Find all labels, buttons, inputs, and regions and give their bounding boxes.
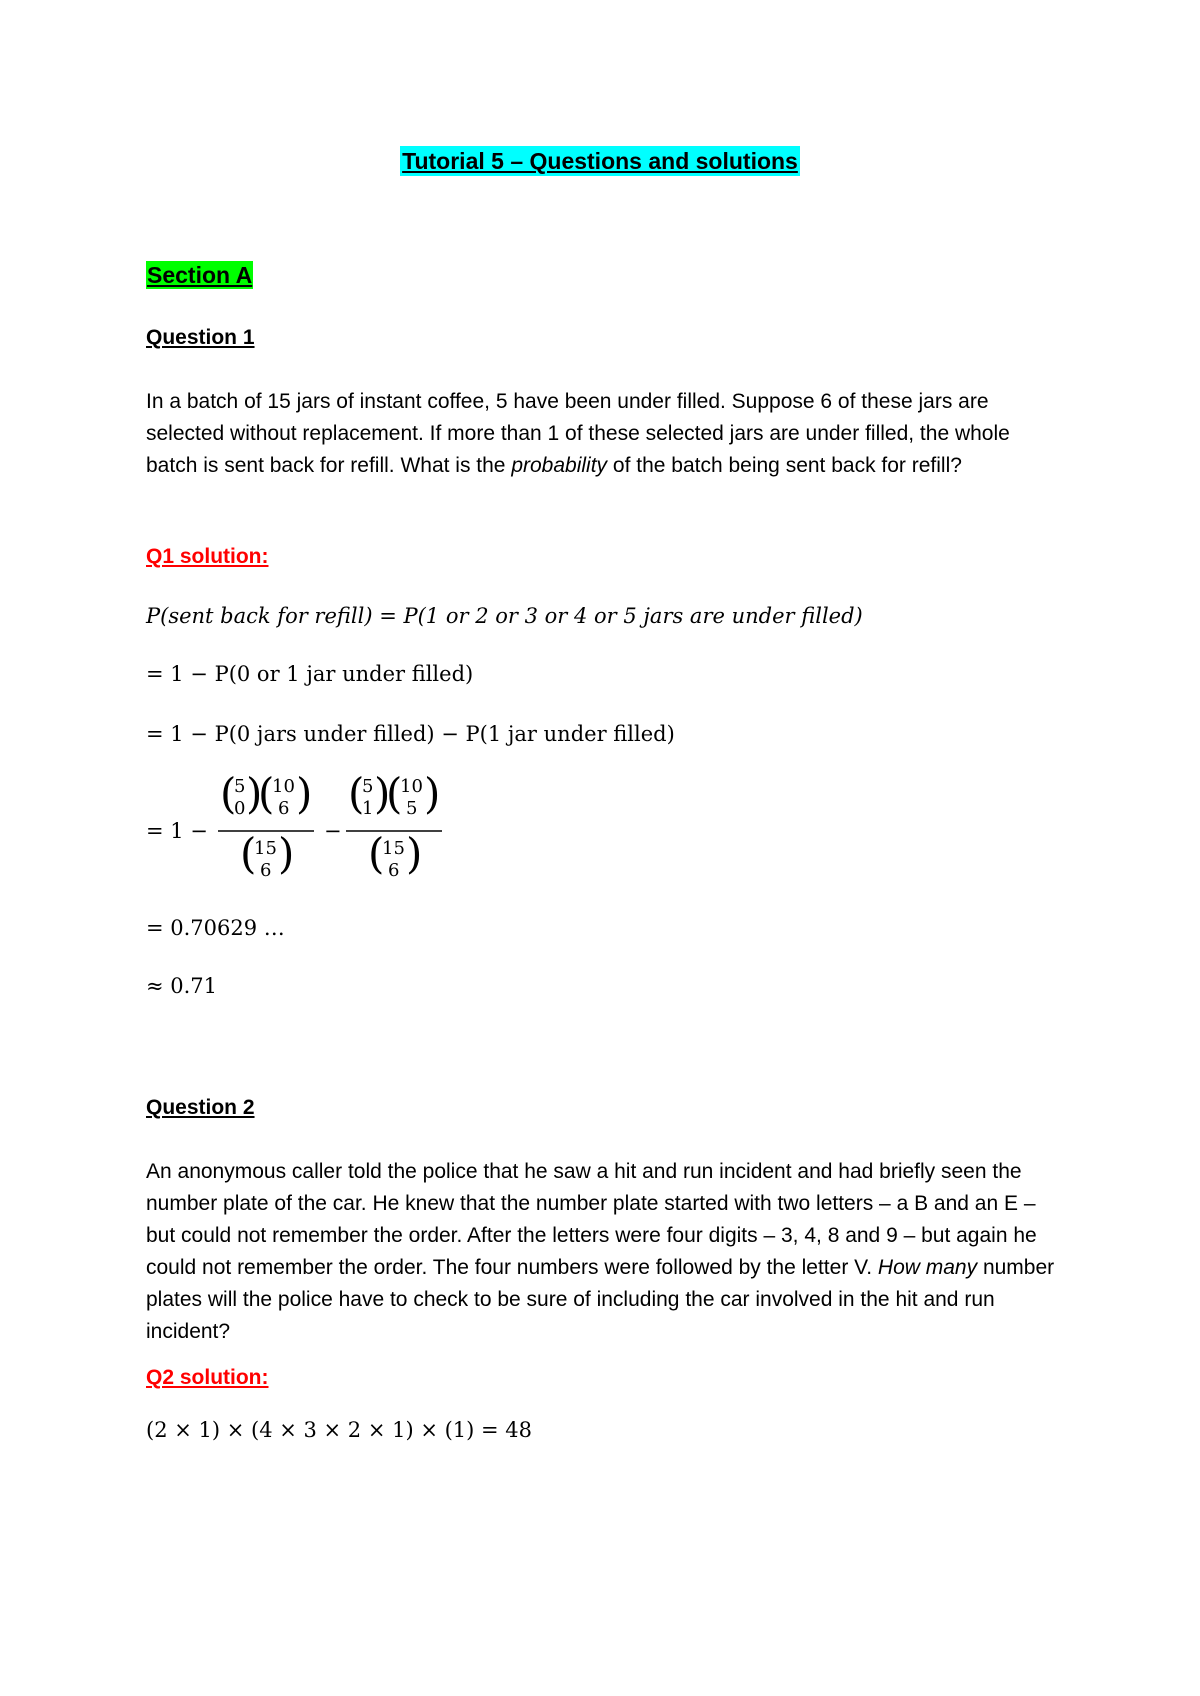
right-paren: ) xyxy=(406,829,423,878)
left-paren: ( xyxy=(348,772,365,818)
binom-den-bottom: 6 xyxy=(388,860,400,881)
q1-solution-heading: Q1 solution: xyxy=(146,545,269,568)
fraction-2 xyxy=(346,772,442,881)
binom-den-top: 15 xyxy=(254,838,277,859)
left-paren: ( xyxy=(240,829,257,878)
q1-solution-line-2: = 1 − P(0 or 1 jar under filled) xyxy=(146,662,474,686)
question-2-heading: Question 2 xyxy=(146,1096,255,1119)
q1-solution-line-1: P(sent back for refill) = P(1 or 2 or 3 or 4 or 5 jars are under filled) xyxy=(146,604,863,628)
question-1-heading: Question 1 xyxy=(146,326,255,349)
q1-combination-expression xyxy=(138,772,478,892)
binom-b-top: 10 xyxy=(272,776,295,797)
minus-sign: − xyxy=(324,819,342,843)
binom-den-top: 15 xyxy=(382,838,405,859)
fraction-1 xyxy=(218,772,314,881)
binom-b-bottom: 6 xyxy=(278,798,290,819)
q1-solution-line-5: = 0.70629 … xyxy=(146,916,285,940)
q2-solution-heading: Q2 solution: xyxy=(146,1366,269,1389)
left-paren: ( xyxy=(258,772,275,818)
question-1-text: In a batch of 15 jars of instant coffee, 5 have been under filled. Suppose 6 of these jars are selected without replacement. If more than 1 of these selected jars are under filled, the whole batch is sent back for refill. What is the probability of the batch being sent back for refill? xyxy=(146,390,1010,477)
binom-d-bottom: 5 xyxy=(406,798,418,819)
binom-d-top: 10 xyxy=(400,776,423,797)
binom-a-top: 5 xyxy=(234,776,246,797)
binom-c-bottom: 1 xyxy=(362,798,374,819)
section-a-heading: Section A xyxy=(147,262,253,288)
binom-a-bottom: 0 xyxy=(234,798,246,819)
question-2-text: An anonymous caller told the police that he saw a hit and run incident and had briefly seen the number plate of the car. He knew that the number plate started with two letters – a B and an E – but could not remember the order. After the letters were four digits – 3, 4, 8 and 9 – but again he could not remember the order. The four numbers were followed by the letter V. How many number plates will the police have to check to be sure of including the car involved in the hit and run incident? xyxy=(146,1160,1055,1343)
right-paren: ) xyxy=(374,772,391,818)
left-paren: ( xyxy=(220,772,237,818)
binom-c-top: 5 xyxy=(362,776,374,797)
left-paren: ( xyxy=(368,829,385,878)
right-paren: ) xyxy=(296,772,313,818)
q1-line4-prefix: = 1 − xyxy=(146,819,208,843)
q1-solution-line-3: = 1 − P(0 jars under filled) − P(1 jar under filled) xyxy=(146,722,675,746)
right-paren: ) xyxy=(424,772,441,818)
q2-solution-line-1: (2 × 1) × (4 × 3 × 2 × 1) × (1) = 48 xyxy=(146,1418,533,1442)
left-paren: ( xyxy=(386,772,403,818)
q1-solution-line-6: ≈ 0.71 xyxy=(146,974,218,998)
document-title: Tutorial 5 – Questions and solutions xyxy=(402,148,798,174)
right-paren: ) xyxy=(278,829,295,878)
right-paren: ) xyxy=(246,772,263,818)
binom-den-bottom: 6 xyxy=(260,860,272,881)
